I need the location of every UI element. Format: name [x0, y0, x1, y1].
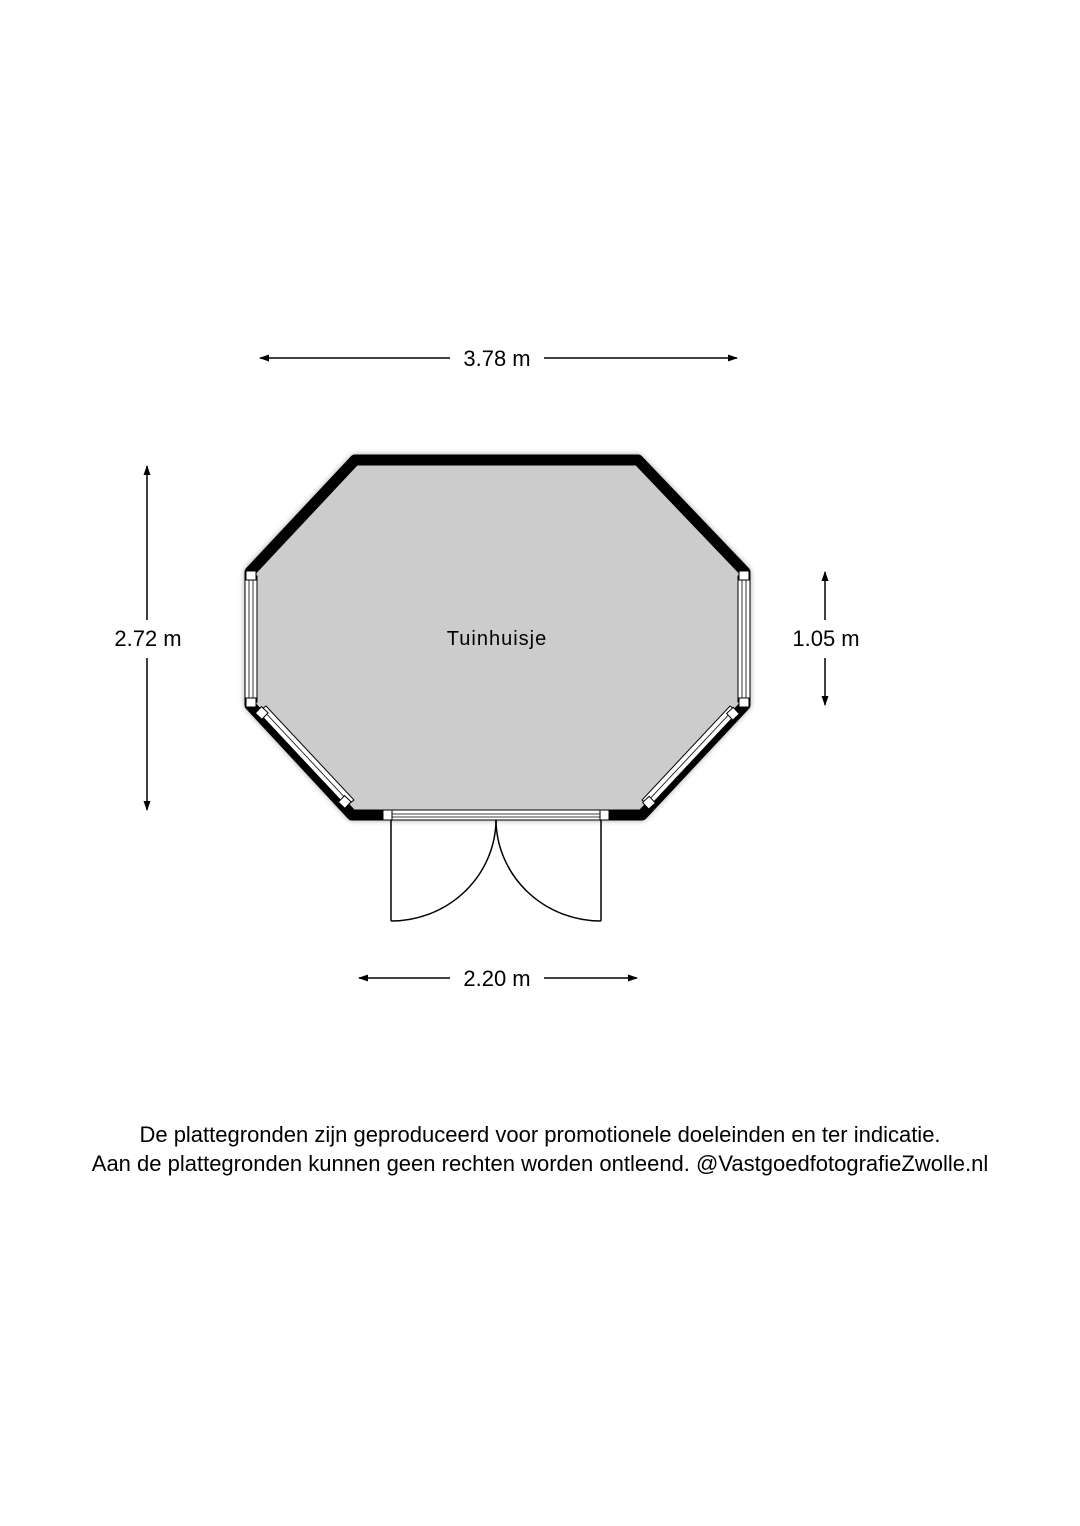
door-swing-left [391, 820, 496, 921]
door-swing-right [496, 820, 601, 921]
window-left [245, 571, 257, 707]
double-door [383, 810, 609, 921]
dimension-top [260, 346, 737, 371]
dimension-left [114, 466, 181, 810]
dimension-label-bottom: 2.20 m [463, 966, 531, 991]
dimension-bottom [359, 966, 637, 991]
room-label: Tuinhuisje [446, 628, 548, 650]
disclaimer [0, 1120, 1080, 1178]
disclaimer-line-1: De plattegronden zijn geproduceerd voor promotionele doeleinden en ter indicatie. [139, 1122, 941, 1147]
disclaimer-line-2: Aan de plattegronden kunnen geen rechten worden ontleend. @VastgoedfotografieZwolle.nl [91, 1151, 989, 1176]
window-right [738, 571, 750, 707]
dimension-label-top: 3.78 m [463, 346, 531, 371]
dimension-label-left: 2.72 m [114, 626, 182, 651]
dimension-right [792, 572, 859, 705]
dimension-label-right: 1.05 m [792, 626, 860, 651]
door-opening [390, 810, 602, 820]
